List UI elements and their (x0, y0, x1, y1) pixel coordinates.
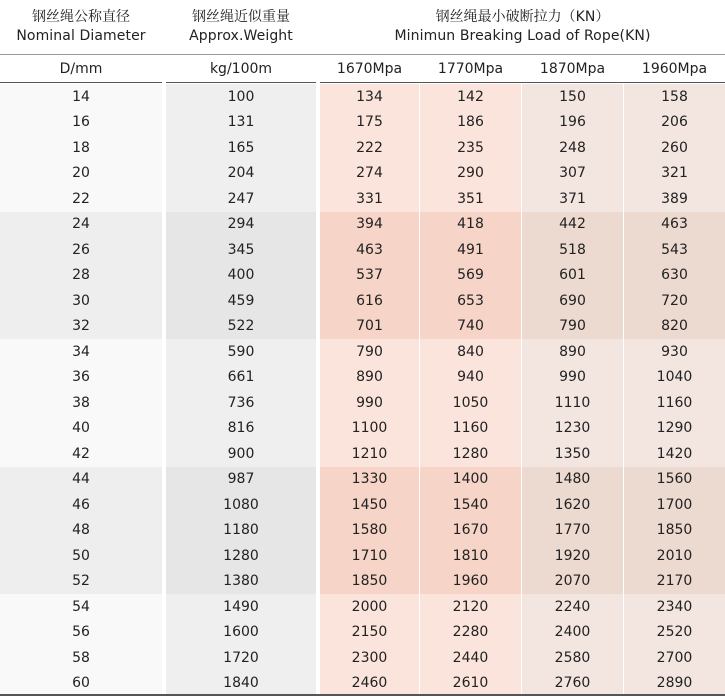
diameter-cell: 14 (0, 84, 162, 110)
load-1870-cell: 690 (522, 288, 623, 314)
table-row (0, 645, 725, 671)
weight-cell: 736 (166, 390, 316, 416)
load-1870-cell: 442 (522, 212, 623, 238)
load-1670-cell: 175 (320, 110, 419, 136)
load-1960-cell: 1560 (624, 467, 725, 493)
load-1960-cell: 2010 (624, 543, 725, 569)
load-1670-cell: 222 (320, 135, 419, 161)
diameter-header (0, 0, 162, 53)
table-row (0, 135, 725, 161)
load-1670-cell: 134 (320, 84, 419, 110)
load-1670-cell: 1100 (320, 416, 419, 442)
load-1960-cell: 2520 (624, 620, 725, 646)
breaking-load-header (320, 0, 725, 53)
breaking-load-header-zh: 钢丝绳最小破断拉力（KN） (435, 8, 610, 25)
load-1770-cell: 1960 (420, 569, 521, 595)
diameter-cell: 46 (0, 492, 162, 518)
load-1670-cell: 1580 (320, 518, 419, 544)
unit-underline-grades (320, 82, 725, 83)
table-row (0, 339, 725, 365)
load-1960-cell: 2700 (624, 645, 725, 671)
load-1870-cell: 990 (522, 365, 623, 391)
weight-cell: 400 (166, 263, 316, 289)
weight-header-en: Approx.Weight (189, 27, 293, 44)
load-1770-cell: 1670 (420, 518, 521, 544)
unit-grade-1670: 1670Mpa (336, 61, 403, 77)
load-1870-cell: 890 (522, 339, 623, 365)
diameter-cell: 22 (0, 186, 162, 212)
load-1870-cell: 307 (522, 161, 623, 187)
weight-cell: 1840 (166, 671, 316, 696)
load-1670-cell: 1850 (320, 569, 419, 595)
load-1670-cell: 274 (320, 161, 419, 187)
load-1770-cell: 1400 (420, 467, 521, 493)
weight-cell: 459 (166, 288, 316, 314)
table-row (0, 288, 725, 314)
table-row (0, 569, 725, 595)
diameter-cell: 28 (0, 263, 162, 289)
load-1670-cell: 2460 (320, 671, 419, 696)
load-1770-cell: 290 (420, 161, 521, 187)
weight-cell: 294 (166, 212, 316, 238)
load-1770-cell: 1540 (420, 492, 521, 518)
weight-header-zh: 钢丝绳近似重量 (192, 8, 290, 25)
diameter-cell: 56 (0, 620, 162, 646)
unit-grade-1960: 1960Mpa (641, 61, 708, 77)
unit-diameter: D/mm (59, 61, 103, 77)
weight-cell: 1280 (166, 543, 316, 569)
load-1960-cell: 630 (624, 263, 725, 289)
load-1770-cell: 840 (420, 339, 521, 365)
load-1870-cell: 150 (522, 84, 623, 110)
table-row (0, 84, 725, 110)
table-row (0, 263, 725, 289)
diameter-cell: 34 (0, 339, 162, 365)
load-1960-cell: 820 (624, 314, 725, 340)
load-1770-cell: 418 (420, 212, 521, 238)
load-1870-cell: 2240 (522, 594, 623, 620)
load-1670-cell: 537 (320, 263, 419, 289)
load-1870-cell: 248 (522, 135, 623, 161)
diameter-cell: 30 (0, 288, 162, 314)
load-1870-cell: 1620 (522, 492, 623, 518)
diameter-cell: 44 (0, 467, 162, 493)
diameter-cell: 36 (0, 365, 162, 391)
weight-cell: 1080 (166, 492, 316, 518)
load-1870-cell: 1480 (522, 467, 623, 493)
load-1960-cell: 543 (624, 237, 725, 263)
diameter-cell: 54 (0, 594, 162, 620)
unit-underline-diameter (0, 82, 162, 83)
table-row (0, 365, 725, 391)
weight-cell: 1490 (166, 594, 316, 620)
load-1960-cell: 2890 (624, 671, 725, 696)
load-1670-cell: 890 (320, 365, 419, 391)
unit-underline-weight (166, 82, 316, 83)
load-1670-cell: 701 (320, 314, 419, 340)
unit-grade-1870: 1870Mpa (539, 61, 606, 77)
table-row (0, 594, 725, 620)
load-1960-cell: 1850 (624, 518, 725, 544)
load-1960-cell: 720 (624, 288, 725, 314)
load-1960-cell: 321 (624, 161, 725, 187)
load-1870-cell: 1230 (522, 416, 623, 442)
weight-cell: 165 (166, 135, 316, 161)
table-row (0, 671, 725, 696)
load-1670-cell: 463 (320, 237, 419, 263)
load-1670-cell: 394 (320, 212, 419, 238)
table-row (0, 416, 725, 442)
diameter-cell: 20 (0, 161, 162, 187)
load-1770-cell: 2280 (420, 620, 521, 646)
load-1770-cell: 653 (420, 288, 521, 314)
breaking-load-header-en: Minimun Breaking Load of Rope(KN) (394, 27, 651, 44)
load-1770-cell: 491 (420, 237, 521, 263)
header-divider (0, 54, 725, 55)
load-1870-cell: 1920 (522, 543, 623, 569)
diameter-cell: 26 (0, 237, 162, 263)
load-1870-cell: 790 (522, 314, 623, 340)
load-1770-cell: 1160 (420, 416, 521, 442)
load-1770-cell: 351 (420, 186, 521, 212)
weight-header (166, 0, 316, 53)
load-1670-cell: 2000 (320, 594, 419, 620)
diameter-cell: 38 (0, 390, 162, 416)
load-1960-cell: 158 (624, 84, 725, 110)
load-1670-cell: 990 (320, 390, 419, 416)
load-1870-cell: 1110 (522, 390, 623, 416)
load-1870-cell: 1770 (522, 518, 623, 544)
table-row (0, 543, 725, 569)
load-1770-cell: 569 (420, 263, 521, 289)
load-1770-cell: 2120 (420, 594, 521, 620)
load-1870-cell: 2760 (522, 671, 623, 696)
weight-cell: 247 (166, 186, 316, 212)
load-1870-cell: 1350 (522, 441, 623, 467)
diameter-cell: 40 (0, 416, 162, 442)
diameter-cell: 42 (0, 441, 162, 467)
load-1670-cell: 2150 (320, 620, 419, 646)
table-row (0, 390, 725, 416)
table-row (0, 237, 725, 263)
load-1960-cell: 1290 (624, 416, 725, 442)
load-1670-cell: 790 (320, 339, 419, 365)
load-1770-cell: 1280 (420, 441, 521, 467)
table-row (0, 212, 725, 238)
load-1960-cell: 1700 (624, 492, 725, 518)
load-1960-cell: 930 (624, 339, 725, 365)
load-1770-cell: 186 (420, 110, 521, 136)
load-1960-cell: 206 (624, 110, 725, 136)
load-1960-cell: 1420 (624, 441, 725, 467)
load-1670-cell: 1330 (320, 467, 419, 493)
unit-weight: kg/100m (209, 61, 273, 77)
diameter-cell: 48 (0, 518, 162, 544)
load-1960-cell: 1160 (624, 390, 725, 416)
load-1870-cell: 2580 (522, 645, 623, 671)
table-row (0, 186, 725, 212)
diameter-cell: 52 (0, 569, 162, 595)
load-1770-cell: 1810 (420, 543, 521, 569)
diameter-cell: 24 (0, 212, 162, 238)
load-1670-cell: 331 (320, 186, 419, 212)
load-1770-cell: 2440 (420, 645, 521, 671)
weight-cell: 590 (166, 339, 316, 365)
load-1960-cell: 1040 (624, 365, 725, 391)
load-1960-cell: 2170 (624, 569, 725, 595)
load-1960-cell: 389 (624, 186, 725, 212)
load-1770-cell: 740 (420, 314, 521, 340)
load-1960-cell: 260 (624, 135, 725, 161)
load-1670-cell: 1210 (320, 441, 419, 467)
table-row (0, 620, 725, 646)
load-1770-cell: 2610 (420, 671, 521, 696)
load-1870-cell: 518 (522, 237, 623, 263)
diameter-header-zh: 钢丝绳公称直径 (32, 8, 130, 25)
load-1770-cell: 142 (420, 84, 521, 110)
weight-cell: 661 (166, 365, 316, 391)
table-row (0, 492, 725, 518)
weight-cell: 816 (166, 416, 316, 442)
weight-cell: 345 (166, 237, 316, 263)
weight-cell: 900 (166, 441, 316, 467)
weight-cell: 1180 (166, 518, 316, 544)
load-1870-cell: 2070 (522, 569, 623, 595)
load-1870-cell: 2400 (522, 620, 623, 646)
weight-cell: 131 (166, 110, 316, 136)
load-1770-cell: 235 (420, 135, 521, 161)
weight-cell: 522 (166, 314, 316, 340)
load-1670-cell: 1710 (320, 543, 419, 569)
diameter-cell: 16 (0, 110, 162, 136)
load-1770-cell: 940 (420, 365, 521, 391)
load-1960-cell: 2340 (624, 594, 725, 620)
weight-cell: 204 (166, 161, 316, 187)
load-1870-cell: 601 (522, 263, 623, 289)
table-row (0, 441, 725, 467)
load-1670-cell: 1450 (320, 492, 419, 518)
diameter-header-en: Nominal Diameter (16, 27, 146, 44)
load-1770-cell: 1050 (420, 390, 521, 416)
diameter-cell: 50 (0, 543, 162, 569)
weight-cell: 1380 (166, 569, 316, 595)
table-row (0, 314, 725, 340)
diameter-cell: 60 (0, 671, 162, 696)
diameter-cell: 32 (0, 314, 162, 340)
table-row (0, 518, 725, 544)
load-1670-cell: 616 (320, 288, 419, 314)
load-1870-cell: 196 (522, 110, 623, 136)
diameter-cell: 58 (0, 645, 162, 671)
table-row (0, 467, 725, 493)
load-1960-cell: 463 (624, 212, 725, 238)
unit-grade-1770: 1770Mpa (437, 61, 504, 77)
weight-cell: 987 (166, 467, 316, 493)
diameter-cell: 18 (0, 135, 162, 161)
weight-cell: 1600 (166, 620, 316, 646)
table-row (0, 110, 725, 136)
load-1870-cell: 371 (522, 186, 623, 212)
load-1670-cell: 2300 (320, 645, 419, 671)
weight-cell: 1720 (166, 645, 316, 671)
weight-cell: 100 (166, 84, 316, 110)
table-row (0, 161, 725, 187)
